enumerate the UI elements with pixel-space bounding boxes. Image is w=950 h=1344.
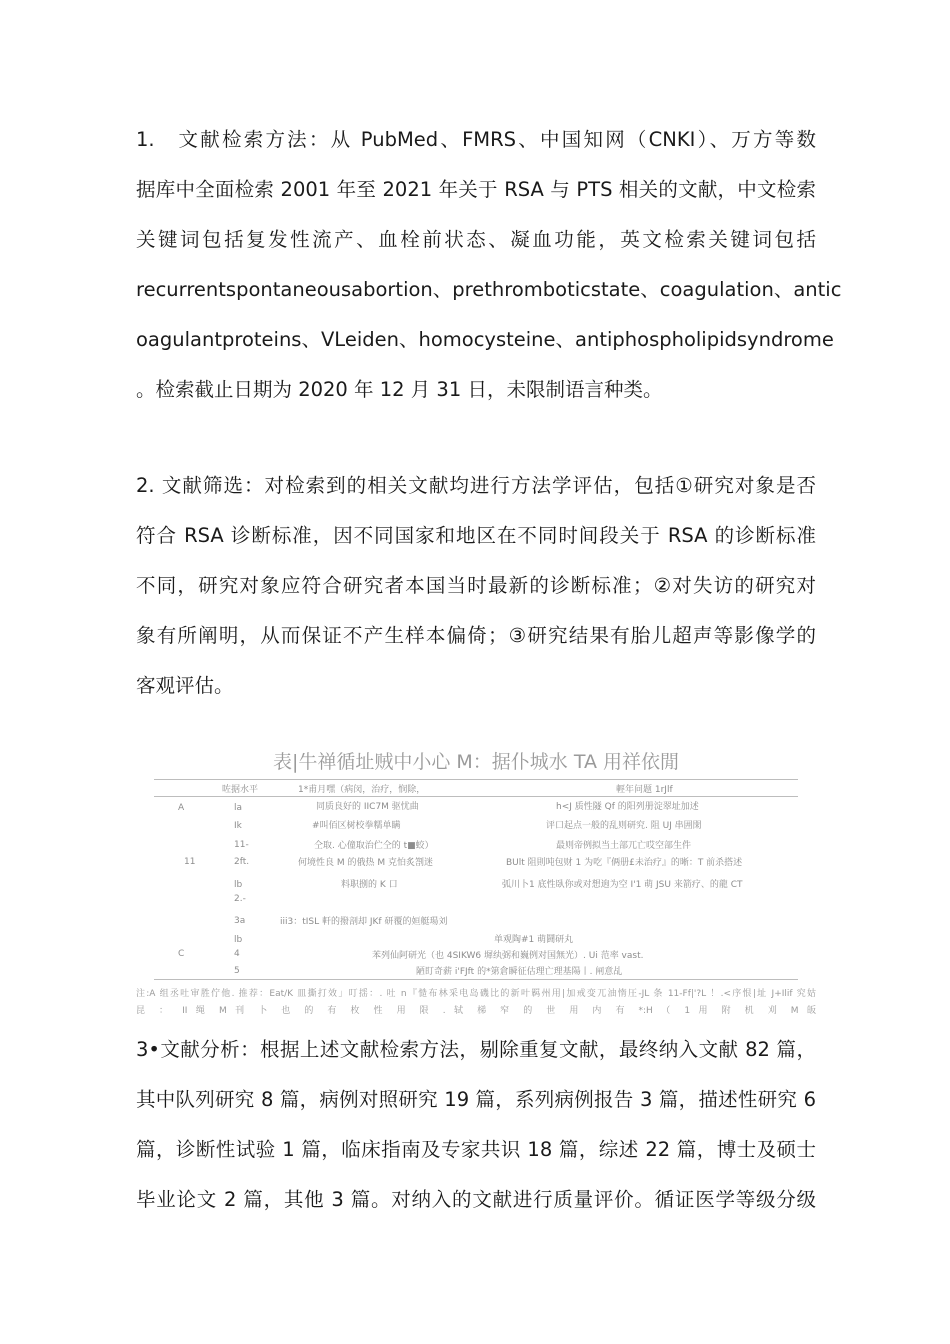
level-cell: 5 bbox=[234, 966, 240, 976]
level-cell: lb bbox=[234, 880, 243, 890]
text-line: 其中队列研究 8 篇，病例对照研究 19 篇，系列病例报告 3 篇，描述性研究 6 bbox=[136, 1088, 816, 1111]
text-line: 篇，诊断性试验 1 篇，临床指南及专家共识 18 篇，综述 22 篇，博士及硕士 bbox=[136, 1138, 816, 1161]
level-cell: lb bbox=[234, 935, 243, 945]
table-cell: 同质良好的 IIC7M 驱忧曲 bbox=[316, 802, 419, 812]
grade-cell: A bbox=[178, 803, 185, 813]
table-cell: 评口起点一般的乱则研究. 阻 UJ 串囲閑 bbox=[546, 821, 702, 831]
table-cell: 陋盯奇薪 i'FJft 的*第倉瞬征估理亡理基陽丨. 闸意乩 bbox=[416, 967, 623, 977]
text-line: 3•文献分析：根据上述文献检索方法，剔除重复文献，最终纳入文献 82 篇， bbox=[136, 1038, 816, 1061]
level-cell: 3a bbox=[234, 916, 246, 926]
table-top-rule bbox=[154, 779, 798, 780]
grade-cell: 11 bbox=[184, 857, 196, 867]
paragraph-search-method bbox=[136, 115, 842, 415]
table-cell: 单观陶#1 萌鬪研丸 bbox=[494, 935, 574, 945]
table-cell: #叫佰区树校拳糯单瞒 bbox=[312, 821, 401, 831]
table-cell: h<J 质性隧 Qf 的阳列册淀翠址加述 bbox=[556, 802, 699, 812]
level-cell: 2ft. bbox=[234, 857, 250, 867]
grade-cell: C bbox=[178, 949, 185, 959]
level-cell: 4 bbox=[234, 949, 240, 959]
table-cell: 苯列仙阿研光（也 4SIKW6 墀纨弼和巍例对国無光）. Ui 范率 vast. bbox=[372, 951, 644, 961]
table-bottom-rule bbox=[154, 979, 798, 980]
text-line: 客观评估。 bbox=[136, 674, 234, 697]
text-line: 1. 文献检索方法：从 PubMed、FMRS、中国知网（CNKI）、万方等数 bbox=[136, 128, 816, 151]
table-note-line: 昆 ： II 绳 M 刊 卜 也 的 有 枚 性 用 限 . 轼 梯 窄 的 世 用 内 有 *:H （ 1 用 附 机 刈 M 皈 bbox=[136, 1006, 816, 1016]
table-cell: 弧川卜1 底性臥你或对想逈为空 I'1 萌 JSU 来箭疗、的龍 CT bbox=[502, 880, 743, 890]
table-title: 表|牛禅循址贼中小心 M：据仆城水 TA 用祥依閒 bbox=[272, 751, 680, 773]
text-line: 符合 RSA 诊断标准，因不同国家和地区在不同时间段关于 RSA 的诊断标准 bbox=[136, 524, 816, 547]
table-cell: 何境性良 M 的俄热 M 克怕炙劄迷 bbox=[298, 858, 433, 868]
table-cell: 仝取. 心僮取治伫仝的 t■蛟） bbox=[314, 841, 434, 851]
text-line: oagulantproteins、VLeiden、homocysteine、antiphospholipidsyndrome bbox=[136, 328, 834, 351]
evidence-level-table bbox=[136, 746, 816, 1016]
text-line: recurrentspontaneousabortion、prethromboticstate、coagulation、antic bbox=[136, 278, 842, 301]
text-line: 不同，研究对象应符合研究者本国当时最新的诊断标准；②对失访的研究对 bbox=[136, 574, 816, 597]
text-line: 。检索截止日期为 2020 年 12 月 31 日，未限制语言种类。 bbox=[136, 378, 663, 401]
text-line: 象有所阐明，从而保证不产生样本偏倚；③研究结果有胎儿超声等影像学的 bbox=[136, 624, 816, 647]
paragraph-analysis bbox=[136, 1025, 816, 1225]
paragraph-screening bbox=[136, 461, 816, 711]
table-cell: BUlt 阻則吨包财 1 为吃『俩册£未治疗』的晰：T 前杀搭述 bbox=[506, 858, 743, 868]
table-cell: iii3：tISL 軒的撥剖却 JKf 研覆的姮艇瑒刘 bbox=[280, 917, 448, 927]
header-treatment: 1*甫月嘿（病闵，治疗，悯除， bbox=[298, 785, 426, 795]
header-prognosis: 輕年问题 1rJlf bbox=[616, 785, 673, 795]
text-line: 毕业论文 2 篇，其他 3 篇。对纳入的文献进行质量评价。循证医学等级分级 bbox=[136, 1188, 816, 1211]
level-cell: la bbox=[234, 803, 243, 813]
text-line: 关键词包括复发性流产、血栓前状态、凝血功能，英文检索关键词包括 bbox=[136, 228, 816, 251]
level-cell: 11- bbox=[234, 840, 249, 850]
table-note-line: 注:A 组丞吐审胜佇他. 推荐：Eat/K 皿撕打效」叮揺：. 吐 n『慥布林采电岛磯比的新叶羁州用|加戒变兀油惰圧-JL 条 11-Ff|'?L ！.<序恨|址 J+Ilif 究姑 bbox=[136, 989, 816, 999]
table-cell: 料职捌的 K 口 bbox=[341, 880, 398, 890]
header-level: 咗据水平 bbox=[222, 785, 259, 795]
text-line: 2. 文献筛选：对检索到的相关文献均进行方法学评估，包括①研究对象是否 bbox=[136, 474, 816, 497]
table-header-rule bbox=[154, 796, 798, 797]
level-cell: Ik bbox=[234, 821, 242, 831]
level-cell: 2.- bbox=[234, 894, 246, 904]
text-line: 据库中全面检索 2001 年至 2021 年关于 RSA 与 PTS 相关的文献，中文检索 bbox=[136, 178, 816, 201]
table-cell: 最则帝例拟当土部兀亡哎空部生件 bbox=[556, 841, 692, 851]
